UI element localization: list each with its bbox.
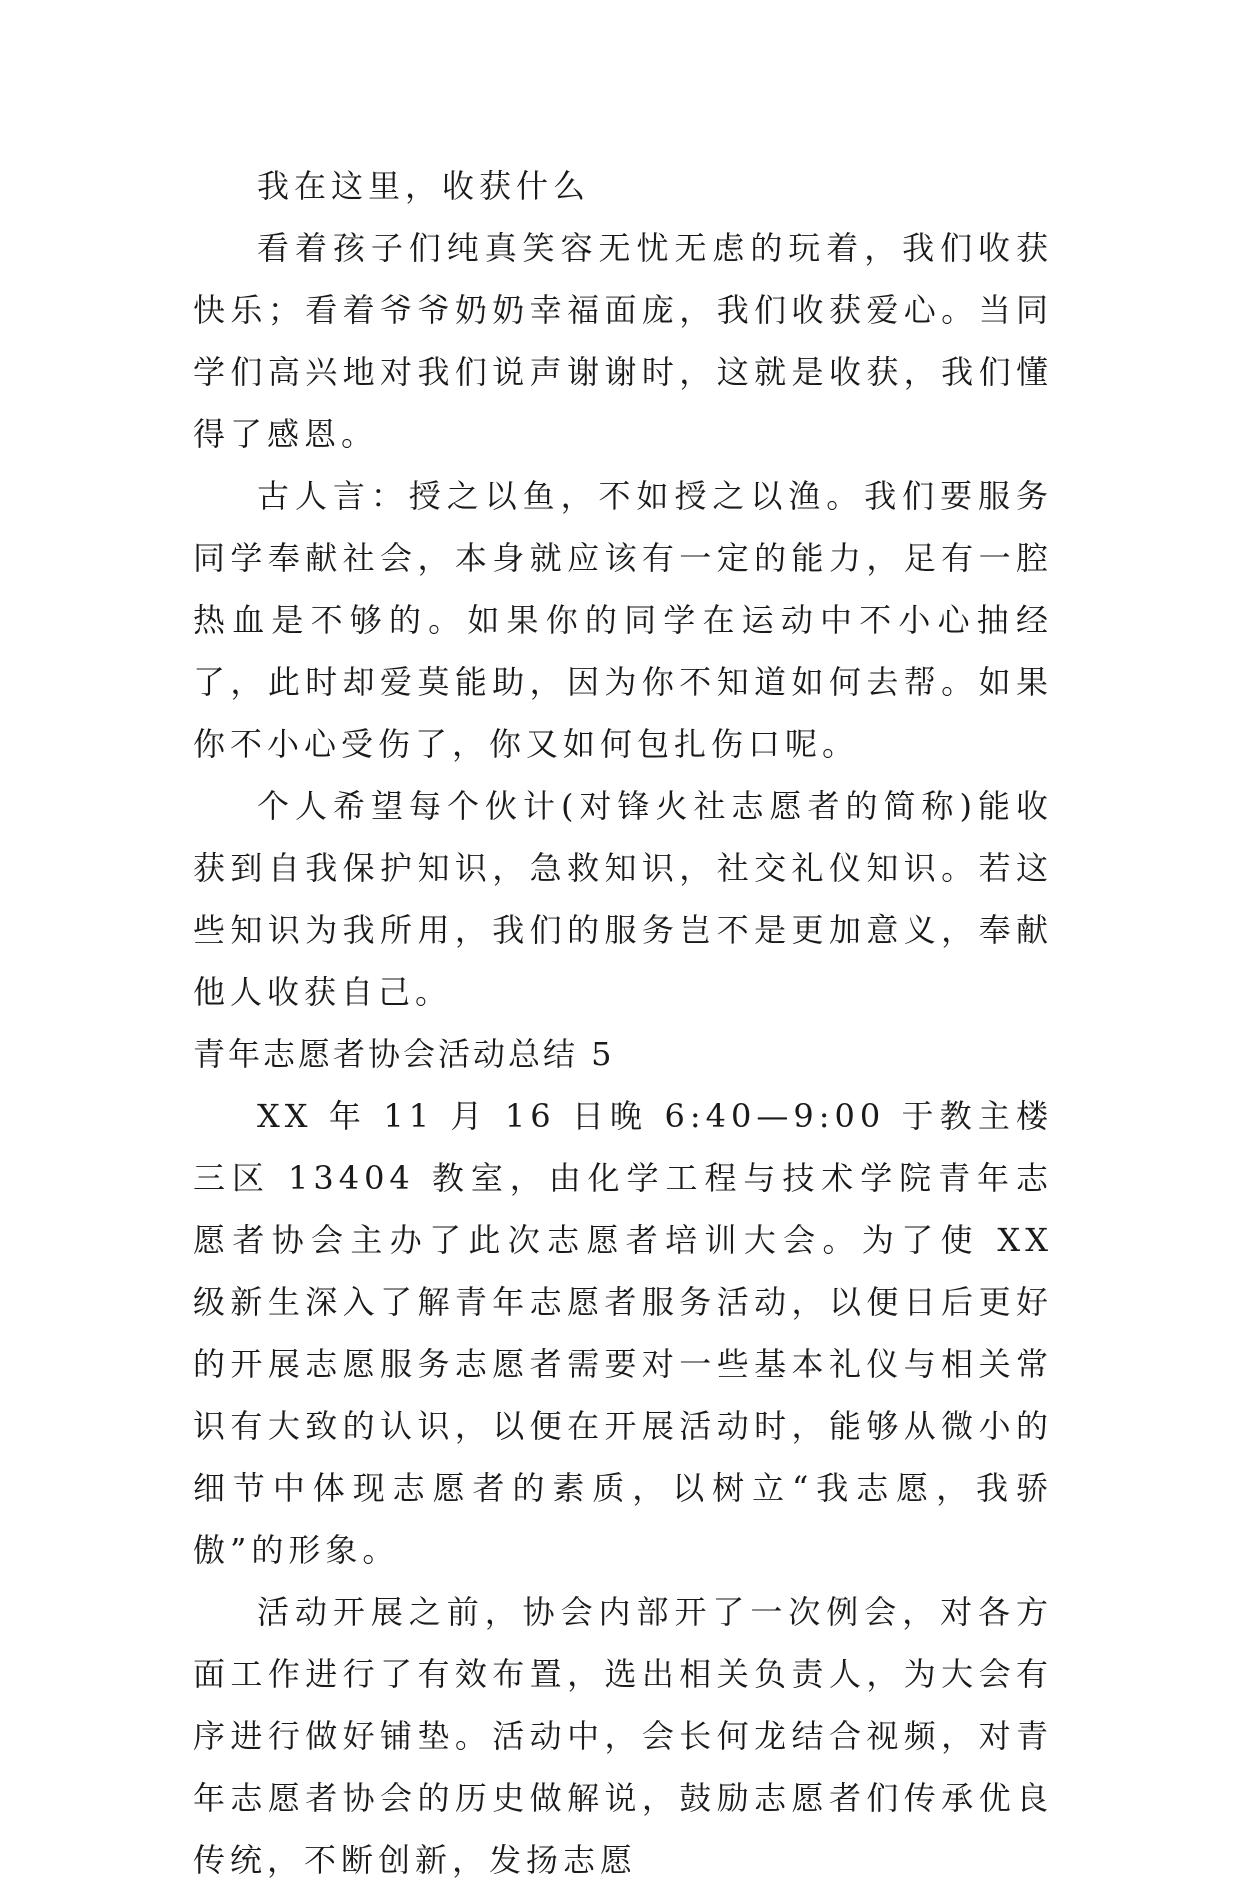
paragraph: 古人言：授之以鱼，不如授之以渔。我们要服务同学奉献社会，本身就应该有一定的能力，足有一腔热血是不够的。如果你的同学在运动中不小心抽经了，此时却爱莫能助，因为你不知道如何去帮。如果你不小心受伤了，你又如何包扎伤口呢。	[193, 477, 1053, 763]
section-title: 青年志愿者协会活动总结 5	[193, 1035, 615, 1073]
paragraph: 看着孩子们纯真笑容无忧无虑的玩着，我们收获快乐；看着爷爷奶奶幸福面庞，我们收获爱心。当同学们高兴地对我们说声谢谢时，这就是收获，我们懂得了感恩。	[193, 229, 1053, 453]
paragraph: 个人希望每个伙计(对锋火社志愿者的简称)能收获到自我保护知识，急救知识，社交礼仪知识。若这些知识为我所用，我们的服务岂不是更加意义，奉献他人收获自己。	[193, 787, 1053, 1011]
paragraph: 活动开展之前，协会内部开了一次例会，对各方面工作进行了有效布置，选出相关负责人，为大会有序进行做好铺垫。活动中，会长何龙结合视频，对青年志愿者协会的历史做解说，鼓励志愿者们传承优良传统，不断创新，发扬志愿	[193, 1593, 1053, 1879]
paragraph-subheading: 我在这里，收获什么	[257, 167, 591, 205]
paragraph: XX 年 11 月 16 日晚 6:40—9:00 于教主楼三区 13404 教室，由化学工程与技术学院青年志愿者协会主办了此次志愿者培训大会。为了使 XX 级新生深入了解青年志愿者服务活动，以便日后更好的开展志愿服务志愿者需要对一些基本礼仪与相关常识有大致的认识，以便在开展活动时，能够从微小的细节中体现志愿者的素质，以树立“我志愿，我骄傲”的形象。	[193, 1097, 1053, 1569]
document-page	[193, 155, 1053, 1891]
